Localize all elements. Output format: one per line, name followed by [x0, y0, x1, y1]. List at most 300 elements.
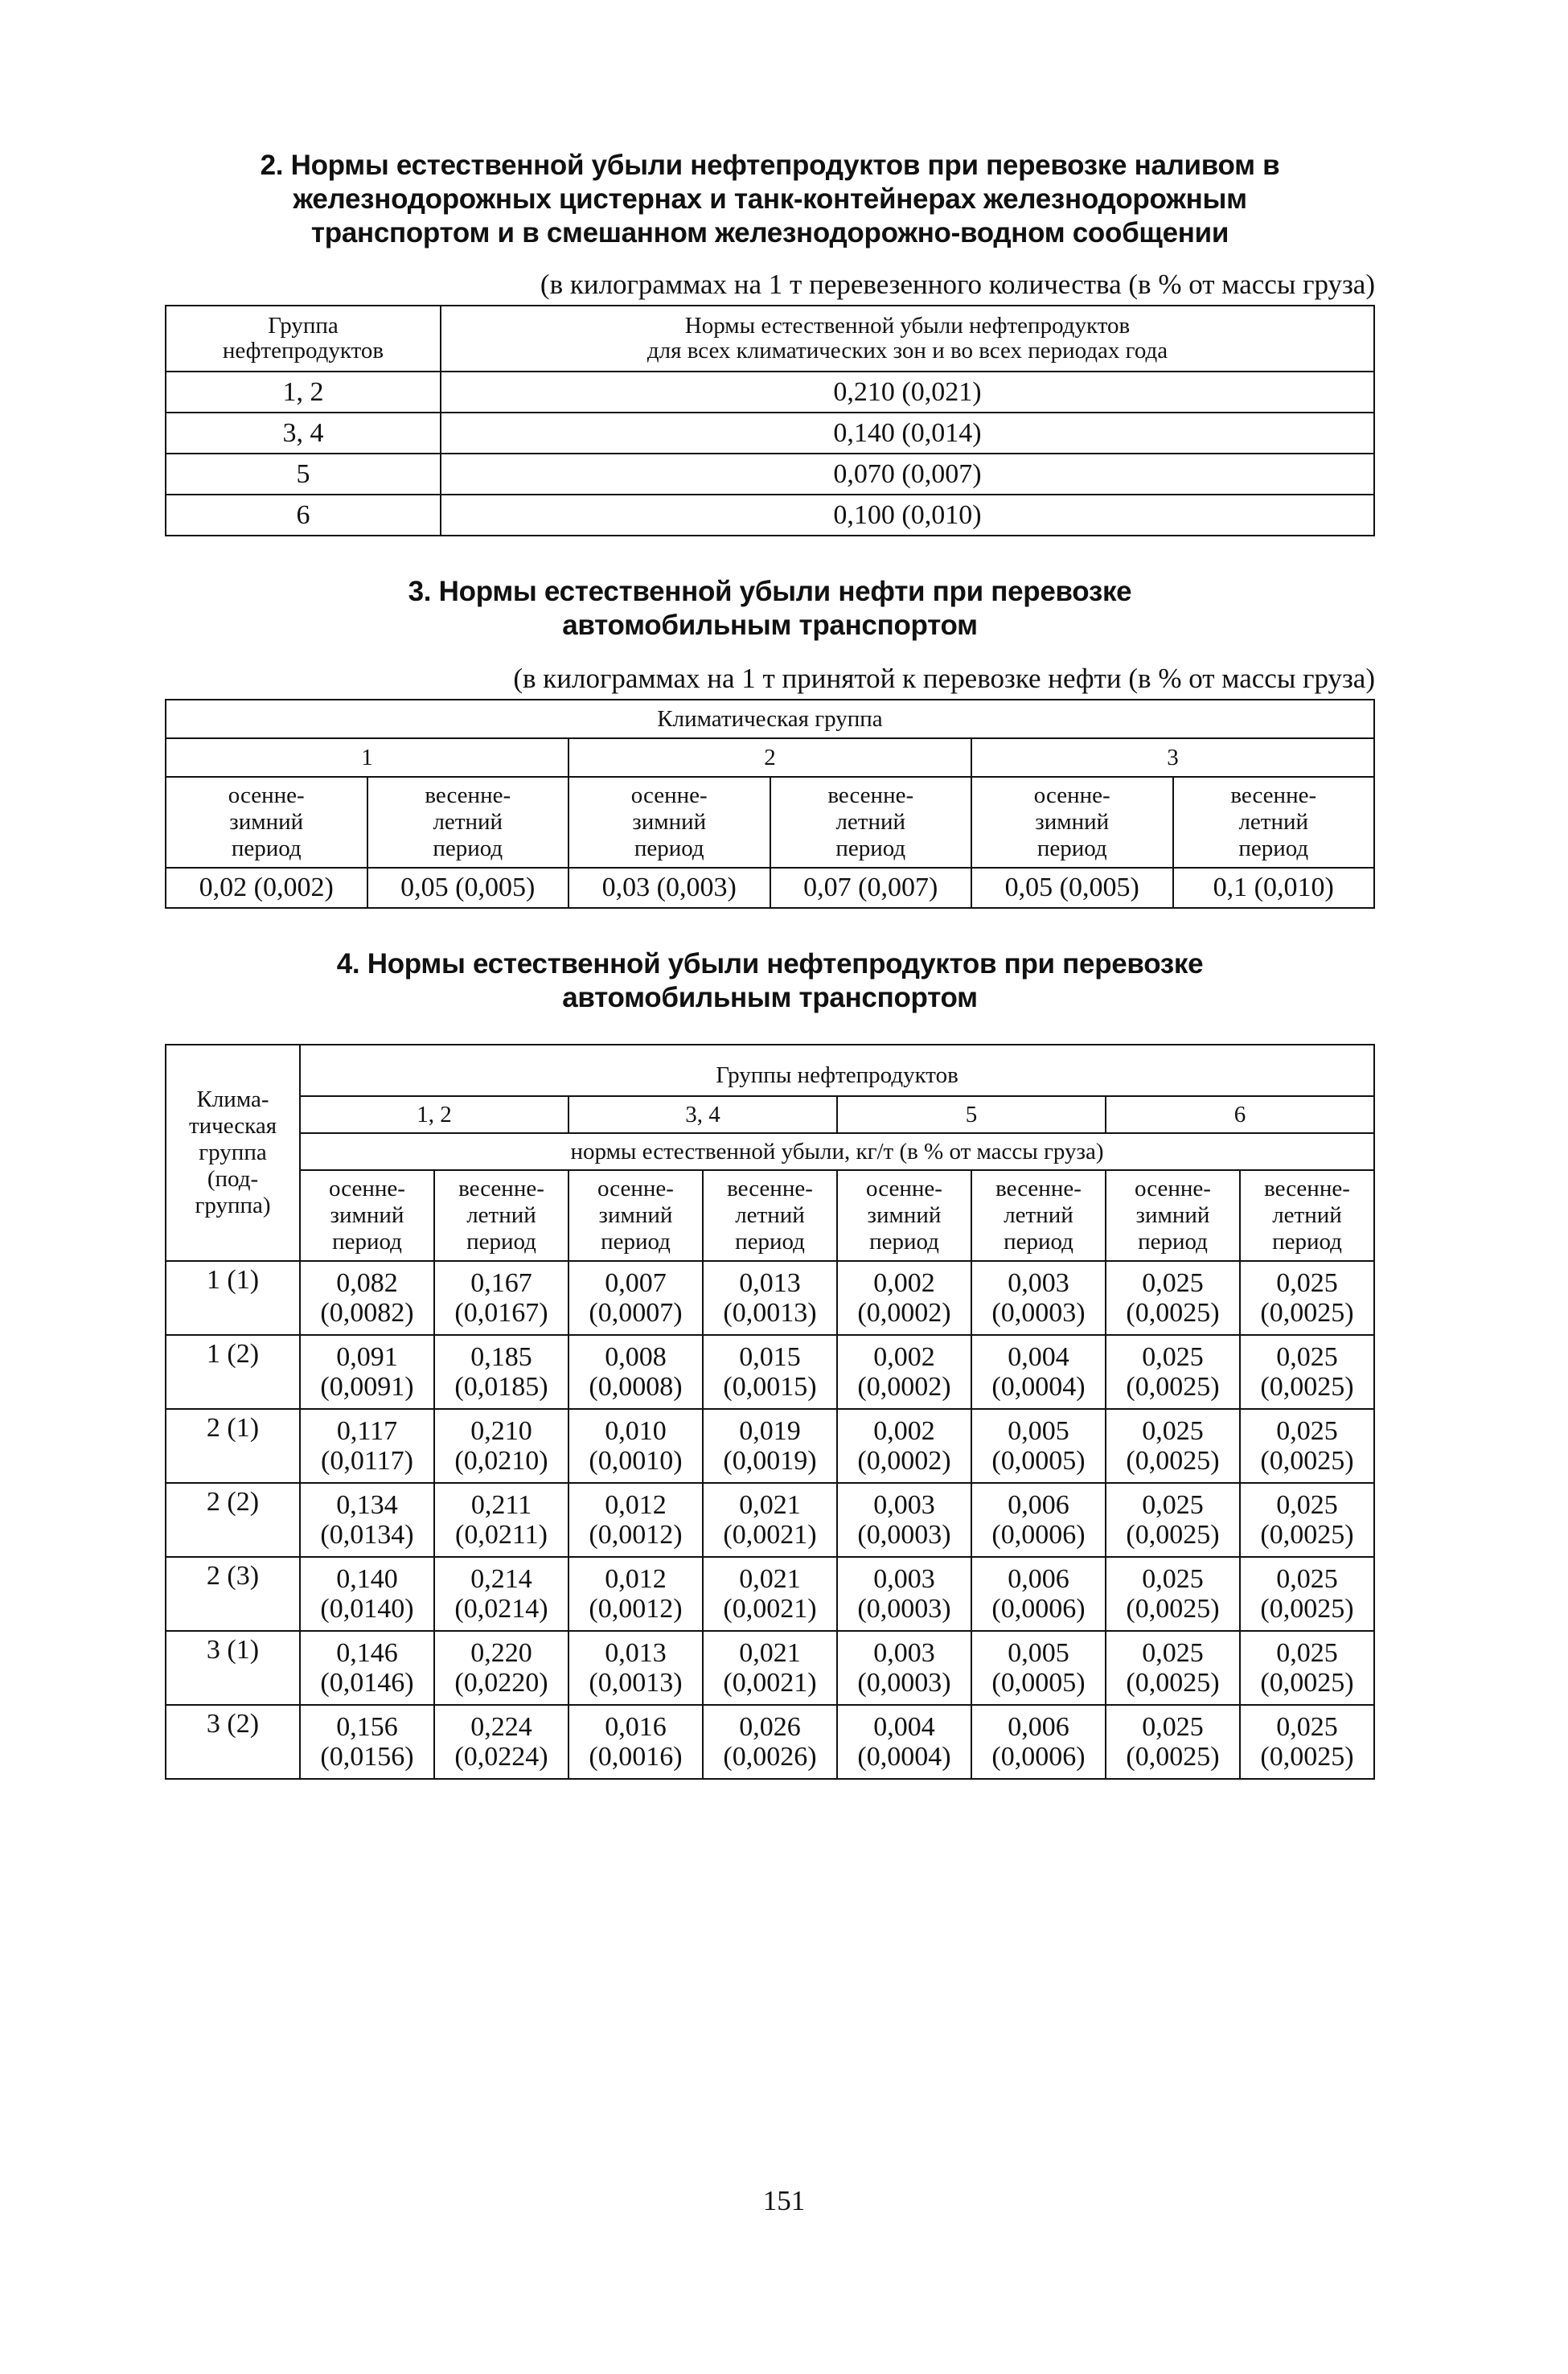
value-cell	[569, 1483, 703, 1557]
period-word: летний	[835, 809, 906, 835]
norm-kg-per-t: 0,012	[605, 1564, 667, 1594]
group-cell: 1, 2	[166, 372, 441, 413]
norm-percent: (0,0002)	[857, 1446, 951, 1476]
norm-percent: (0,0146)	[320, 1668, 414, 1698]
norm-kg-per-t: 0,025	[1142, 1416, 1204, 1446]
norm-percent: (0,0005)	[991, 1446, 1086, 1476]
norm-percent: (0,0220)	[454, 1668, 548, 1698]
header-text: для всех климатических зон и во всех периодах года	[646, 338, 1168, 363]
header-text: тическая	[188, 1113, 277, 1139]
value-cell	[837, 1261, 971, 1335]
value-cell	[569, 1335, 703, 1409]
norm-percent: (0,0134)	[320, 1520, 414, 1550]
table-row	[166, 1557, 1374, 1631]
value-cell	[703, 1557, 837, 1631]
norm-kg-per-t: 0,026	[739, 1712, 801, 1742]
period-cell	[367, 777, 569, 868]
title-line: 2. Нормы естественной убыли нефтепродуктов при перевозке наливом в	[260, 150, 1280, 181]
norm-kg-per-t: 0,010	[605, 1416, 667, 1446]
period-word: летний	[433, 809, 503, 835]
page-content	[165, 149, 1375, 1780]
norm-percent: (0,0117)	[321, 1446, 413, 1476]
period-cell	[569, 777, 770, 868]
value-cell	[1240, 1705, 1374, 1779]
period-cell	[1240, 1170, 1374, 1261]
norm-percent: (0,0156)	[320, 1742, 414, 1772]
norm-kg-per-t: 0,005	[1008, 1416, 1069, 1446]
value-cell	[971, 1631, 1106, 1705]
norm-kg-per-t: 0,025	[1276, 1268, 1338, 1298]
table-row	[166, 495, 1374, 536]
value-cell	[837, 1631, 971, 1705]
table-row	[166, 1631, 1374, 1705]
table-row	[166, 868, 1374, 908]
value-cell	[569, 1631, 703, 1705]
norm-percent: (0,0025)	[1126, 1594, 1220, 1624]
subgroup-label-cell: 3 (2)	[166, 1705, 300, 1779]
period-word: осенне-	[1135, 1176, 1211, 1201]
title-line: 3. Нормы естественной убыли нефти при перевозке	[408, 576, 1132, 607]
period-word: период	[231, 836, 302, 861]
value-cell	[569, 1409, 703, 1483]
value-cell	[569, 1705, 703, 1779]
period-word: зимний	[229, 809, 304, 835]
title-line: транспортом и в смешанном железнодорожно-водном сообщении	[310, 217, 1229, 248]
period-cell	[703, 1170, 837, 1261]
value-cell: 0,03 (0,003)	[569, 868, 770, 908]
table-row	[166, 454, 1374, 495]
header-text: (под-	[207, 1166, 259, 1192]
value-cell	[434, 1483, 569, 1557]
title-line: 4. Нормы естественной убыли нефтепродуктов при перевозке	[336, 948, 1204, 980]
subgroup-label-cell: 3 (1)	[166, 1631, 300, 1705]
norm-percent: (0,0016)	[589, 1742, 683, 1772]
norm-percent: (0,0025)	[1126, 1298, 1220, 1328]
value-cell	[434, 1261, 569, 1335]
norm-kg-per-t: 0,117	[336, 1416, 398, 1446]
norm-percent: (0,0025)	[1126, 1446, 1220, 1476]
period-cell	[1106, 1170, 1240, 1261]
period-word: весенне-	[727, 1176, 813, 1201]
norm-kg-per-t: 0,012	[605, 1490, 667, 1520]
value-cell	[300, 1261, 434, 1335]
section-4-title	[165, 947, 1375, 1015]
section-2-title	[165, 149, 1375, 250]
norm-kg-per-t: 0,220	[470, 1638, 532, 1668]
norm-kg-per-t: 0,019	[739, 1416, 801, 1446]
norm-kg-per-t: 0,025	[1142, 1712, 1204, 1742]
norm-percent: (0,0185)	[454, 1372, 548, 1402]
value-cell	[837, 1557, 971, 1631]
period-word: зимний	[1035, 809, 1110, 835]
value-cell	[837, 1705, 971, 1779]
value-cell	[300, 1483, 434, 1557]
norm-percent: (0,0021)	[723, 1594, 817, 1624]
period-word: период	[601, 1229, 671, 1255]
group-cell: 5	[166, 454, 441, 495]
norm-kg-per-t: 0,006	[1008, 1712, 1069, 1742]
value-cell	[1240, 1483, 1374, 1557]
norm-kg-per-t: 0,025	[1142, 1342, 1204, 1372]
value-cell: 0,140 (0,014)	[441, 413, 1374, 454]
period-word: весенне-	[1230, 782, 1317, 808]
norm-kg-per-t: 0,146	[336, 1638, 398, 1668]
norm-percent: (0,0005)	[991, 1668, 1086, 1698]
value-cell	[1240, 1557, 1374, 1631]
norm-kg-per-t: 0,025	[1142, 1490, 1204, 1520]
norm-kg-per-t: 0,140	[336, 1564, 398, 1594]
header-norms-cell	[441, 306, 1374, 372]
period-word: летний	[1004, 1202, 1073, 1228]
value-cell	[1106, 1631, 1240, 1705]
section-2	[165, 149, 1375, 536]
norm-percent: (0,0003)	[857, 1520, 951, 1550]
norm-kg-per-t: 0,004	[1008, 1342, 1069, 1372]
table-railway-norms	[165, 305, 1375, 536]
norm-kg-per-t: 0,025	[1276, 1564, 1338, 1594]
norm-percent: (0,0140)	[320, 1594, 414, 1624]
value-cell	[1240, 1409, 1374, 1483]
norm-percent: (0,0012)	[589, 1520, 683, 1550]
value-cell	[703, 1261, 837, 1335]
norm-kg-per-t: 0,002	[873, 1416, 935, 1446]
norm-percent: (0,0025)	[1260, 1668, 1354, 1698]
norm-percent: (0,0091)	[320, 1372, 414, 1402]
norm-percent: (0,0002)	[857, 1298, 951, 1328]
norm-percent: (0,0007)	[589, 1298, 683, 1328]
norm-percent: (0,0013)	[723, 1298, 817, 1328]
group-cell: 3, 4	[166, 413, 441, 454]
table-petroleum-norms	[165, 1044, 1375, 1780]
header-text: Нормы естественной убыли нефтепродуктов	[684, 313, 1131, 339]
period-cell	[166, 777, 367, 868]
norm-kg-per-t: 0,006	[1008, 1564, 1069, 1594]
subgroup-label-cell: 1 (2)	[166, 1335, 300, 1409]
period-word: период	[466, 1229, 536, 1255]
value-cell	[971, 1483, 1106, 1557]
period-word: весенне-	[995, 1176, 1082, 1201]
value-cell	[434, 1557, 569, 1631]
table-header-row	[166, 700, 1374, 738]
subgroup-label-cell: 1 (1)	[166, 1261, 300, 1335]
norm-kg-per-t: 0,025	[1276, 1490, 1338, 1520]
norm-percent: (0,0010)	[589, 1446, 683, 1476]
header-text: группа)	[195, 1193, 271, 1218]
value-cell	[971, 1409, 1106, 1483]
value-cell	[300, 1409, 434, 1483]
section-3-units: (в килограммах на 1 т принятой к перевозке нефти (в % от массы груза)	[513, 663, 1375, 694]
title-line: автомобильным транспортом	[562, 610, 978, 641]
table-row	[166, 413, 1374, 454]
value-cell	[971, 1557, 1106, 1631]
norm-percent: (0,0025)	[1126, 1520, 1220, 1550]
norm-percent: (0,0002)	[857, 1372, 951, 1402]
group-cell: 6	[166, 495, 441, 536]
value-cell	[569, 1261, 703, 1335]
norm-kg-per-t: 0,003	[873, 1638, 935, 1668]
table-norms-row	[166, 1133, 1374, 1170]
value-cell	[1240, 1631, 1374, 1705]
value-cell	[300, 1705, 434, 1779]
period-word: осенне-	[866, 1176, 942, 1201]
table-row	[166, 372, 1374, 413]
norm-kg-per-t: 0,210	[470, 1416, 532, 1446]
climate-subgroup-header	[166, 1045, 300, 1261]
value-cell	[1106, 1705, 1240, 1779]
value-cell	[1106, 1409, 1240, 1483]
value-cell: 0,070 (0,007)	[441, 454, 1374, 495]
group-header-cell: 3, 4	[569, 1096, 837, 1133]
value-cell	[434, 1631, 569, 1705]
period-cell	[971, 777, 1173, 868]
period-word: период	[1004, 1229, 1073, 1255]
period-word: осенне-	[329, 1176, 405, 1201]
period-word: зимний	[632, 809, 707, 835]
value-cell: 0,07 (0,007)	[770, 868, 972, 908]
norm-kg-per-t: 0,004	[873, 1712, 935, 1742]
period-word: зимний	[1135, 1202, 1210, 1228]
norm-percent: (0,0004)	[857, 1742, 951, 1772]
header-text: нефтепродуктов	[222, 338, 384, 363]
period-cell	[837, 1170, 971, 1261]
norm-kg-per-t: 0,021	[739, 1490, 801, 1520]
value-cell: 0,02 (0,002)	[166, 868, 367, 908]
group-header-cell: 6	[1106, 1096, 1374, 1133]
period-cell	[1173, 777, 1375, 868]
norm-percent: (0,0025)	[1260, 1372, 1354, 1402]
period-word: зимний	[867, 1202, 942, 1228]
period-word: период	[1138, 1229, 1208, 1255]
norm-kg-per-t: 0,025	[1142, 1564, 1204, 1594]
norm-percent: (0,0019)	[723, 1446, 817, 1476]
period-word: осенне-	[1033, 782, 1110, 808]
norm-kg-per-t: 0,167	[470, 1268, 532, 1298]
norm-kg-per-t: 0,021	[739, 1638, 801, 1668]
table-periods-row	[166, 1170, 1374, 1261]
value-cell	[703, 1483, 837, 1557]
value-cell: 0,210 (0,021)	[441, 372, 1374, 413]
table-groups-row	[166, 738, 1374, 777]
norm-kg-per-t: 0,025	[1142, 1638, 1204, 1668]
title-line: железнодорожных цистернах и танк-контейнерах железнодорожным	[293, 183, 1247, 215]
period-word: период	[634, 836, 704, 861]
value-cell	[971, 1261, 1106, 1335]
table-body	[166, 1261, 1374, 1779]
norm-percent: (0,0025)	[1126, 1668, 1220, 1698]
norm-percent: (0,0015)	[723, 1372, 817, 1402]
table-row	[166, 1261, 1374, 1335]
period-word: летний	[1272, 1202, 1342, 1228]
groups-header: Группы нефтепродуктов	[300, 1045, 1374, 1096]
norm-kg-per-t: 0,025	[1276, 1342, 1338, 1372]
norm-percent: (0,0211)	[455, 1520, 548, 1550]
value-cell	[703, 1705, 837, 1779]
norm-percent: (0,0003)	[857, 1668, 951, 1698]
value-cell	[300, 1557, 434, 1631]
norm-kg-per-t: 0,003	[873, 1564, 935, 1594]
norm-kg-per-t: 0,006	[1008, 1490, 1069, 1520]
period-word: летний	[1238, 809, 1309, 835]
norm-percent: (0,0006)	[991, 1742, 1086, 1772]
norm-percent: (0,0006)	[991, 1520, 1086, 1550]
norm-kg-per-t: 0,134	[336, 1490, 398, 1520]
norm-kg-per-t: 0,005	[1008, 1638, 1069, 1668]
norm-percent: (0,0006)	[991, 1594, 1086, 1624]
value-cell	[837, 1409, 971, 1483]
norm-percent: (0,0008)	[589, 1372, 683, 1402]
value-cell: 0,1 (0,010)	[1173, 868, 1375, 908]
header-text: Группа	[268, 313, 339, 339]
header-text: группа	[199, 1140, 267, 1165]
table-row	[166, 1483, 1374, 1557]
table-periods-row	[166, 777, 1374, 868]
period-word: весенне-	[425, 782, 511, 808]
period-word: период	[433, 836, 503, 861]
section-3	[165, 575, 1375, 909]
value-cell	[837, 1483, 971, 1557]
group-header-cell: 1	[166, 738, 569, 777]
period-cell	[971, 1170, 1106, 1261]
period-word: весенне-	[458, 1176, 544, 1201]
table-row	[166, 1705, 1374, 1779]
norm-kg-per-t: 0,185	[470, 1342, 532, 1372]
period-word: период	[869, 1229, 939, 1255]
title-line: автомобильным транспортом	[562, 982, 978, 1013]
value-cell	[1106, 1335, 1240, 1409]
table-row	[166, 1335, 1374, 1409]
norm-kg-per-t: 0,214	[470, 1564, 532, 1594]
norm-kg-per-t: 0,091	[336, 1342, 398, 1372]
period-word: осенне-	[228, 782, 305, 808]
value-cell	[434, 1409, 569, 1483]
value-cell	[434, 1335, 569, 1409]
norm-kg-per-t: 0,003	[1008, 1268, 1069, 1298]
table-oil-norms	[165, 699, 1375, 909]
subgroup-label-cell: 2 (1)	[166, 1409, 300, 1483]
value-cell	[434, 1705, 569, 1779]
value-cell: 0,100 (0,010)	[441, 495, 1374, 536]
section-4	[165, 947, 1375, 1780]
header-text: Клима-	[196, 1086, 269, 1112]
norm-kg-per-t: 0,002	[873, 1342, 935, 1372]
period-cell	[569, 1170, 703, 1261]
norm-kg-per-t: 0,082	[336, 1268, 398, 1298]
norm-percent: (0,0025)	[1260, 1520, 1354, 1550]
norm-kg-per-t: 0,025	[1276, 1712, 1338, 1742]
period-word: период	[1272, 1229, 1342, 1255]
norm-kg-per-t: 0,021	[739, 1564, 801, 1594]
period-word: осенне-	[597, 1176, 674, 1201]
group-header-cell: 5	[837, 1096, 1106, 1133]
value-cell	[703, 1631, 837, 1705]
norm-kg-per-t: 0,008	[605, 1342, 667, 1372]
norm-kg-per-t: 0,224	[470, 1712, 532, 1742]
norm-percent: (0,0210)	[454, 1446, 548, 1476]
value-cell	[569, 1557, 703, 1631]
period-cell	[300, 1170, 434, 1261]
value-cell	[300, 1335, 434, 1409]
period-word: летний	[466, 1202, 536, 1228]
norm-kg-per-t: 0,002	[873, 1268, 935, 1298]
value-cell	[837, 1335, 971, 1409]
subgroup-label-cell: 2 (3)	[166, 1557, 300, 1631]
value-cell	[1240, 1261, 1374, 1335]
norm-kg-per-t: 0,013	[605, 1638, 667, 1668]
norm-percent: (0,0012)	[589, 1594, 683, 1624]
norm-percent: (0,0025)	[1260, 1594, 1354, 1624]
value-cell	[300, 1631, 434, 1705]
norm-kg-per-t: 0,025	[1276, 1416, 1338, 1446]
climate-group-header: Климатическая группа	[166, 700, 1374, 738]
norm-percent: (0,0003)	[991, 1298, 1086, 1328]
norm-kg-per-t: 0,003	[873, 1490, 935, 1520]
section-3-title	[165, 575, 1375, 643]
value-cell	[971, 1705, 1106, 1779]
value-cell: 0,05 (0,005)	[367, 868, 569, 908]
norm-percent: (0,0025)	[1260, 1742, 1354, 1772]
value-cell	[703, 1335, 837, 1409]
group-header-cell: 1, 2	[300, 1096, 569, 1133]
norm-percent: (0,0167)	[454, 1298, 548, 1328]
norm-kg-per-t: 0,007	[605, 1268, 667, 1298]
norm-percent: (0,0026)	[723, 1742, 817, 1772]
value-cell	[1240, 1335, 1374, 1409]
period-word: весенне-	[1264, 1176, 1350, 1201]
norm-percent: (0,0025)	[1260, 1298, 1354, 1328]
group-header-cell: 2	[569, 738, 971, 777]
table-groups-row	[166, 1096, 1374, 1133]
period-word: летний	[735, 1202, 805, 1228]
table-header-row	[166, 306, 1374, 372]
page-number: 151	[762, 2185, 806, 2216]
norm-percent: (0,0025)	[1126, 1372, 1220, 1402]
norms-header: нормы естественной убыли, кг/т (в % от массы груза)	[300, 1133, 1374, 1170]
norm-kg-per-t: 0,211	[470, 1490, 532, 1520]
norm-percent: (0,0025)	[1260, 1446, 1354, 1476]
value-cell	[971, 1335, 1106, 1409]
subgroup-label-cell: 2 (2)	[166, 1483, 300, 1557]
period-word: зимний	[598, 1202, 673, 1228]
norm-kg-per-t: 0,156	[336, 1712, 398, 1742]
norm-percent: (0,0025)	[1126, 1742, 1220, 1772]
value-cell	[1106, 1483, 1240, 1557]
norm-percent: (0,0003)	[857, 1594, 951, 1624]
period-word: период	[1036, 836, 1107, 861]
period-word: период	[332, 1229, 402, 1255]
table-header-row	[166, 1045, 1374, 1096]
norm-kg-per-t: 0,013	[739, 1268, 801, 1298]
norm-percent: (0,0013)	[589, 1668, 683, 1698]
norm-kg-per-t: 0,025	[1276, 1638, 1338, 1668]
period-cell	[434, 1170, 569, 1261]
value-cell	[703, 1409, 837, 1483]
period-cell	[770, 777, 972, 868]
period-word: период	[735, 1229, 805, 1255]
norm-percent: (0,0082)	[320, 1298, 414, 1328]
period-word: период	[1238, 836, 1309, 861]
value-cell	[1106, 1261, 1240, 1335]
value-cell: 0,05 (0,005)	[971, 868, 1173, 908]
section-2-units: (в килограммах на 1 т перевезенного количества (в % от массы груза)	[540, 269, 1375, 300]
norm-percent: (0,0021)	[723, 1668, 817, 1698]
norm-percent: (0,0224)	[454, 1742, 548, 1772]
period-word: весенне-	[827, 782, 914, 808]
norm-percent: (0,0021)	[723, 1520, 817, 1550]
table-row	[166, 1409, 1374, 1483]
value-cell	[1106, 1557, 1240, 1631]
group-header-cell: 3	[971, 738, 1374, 777]
period-word: осенне-	[630, 782, 708, 808]
